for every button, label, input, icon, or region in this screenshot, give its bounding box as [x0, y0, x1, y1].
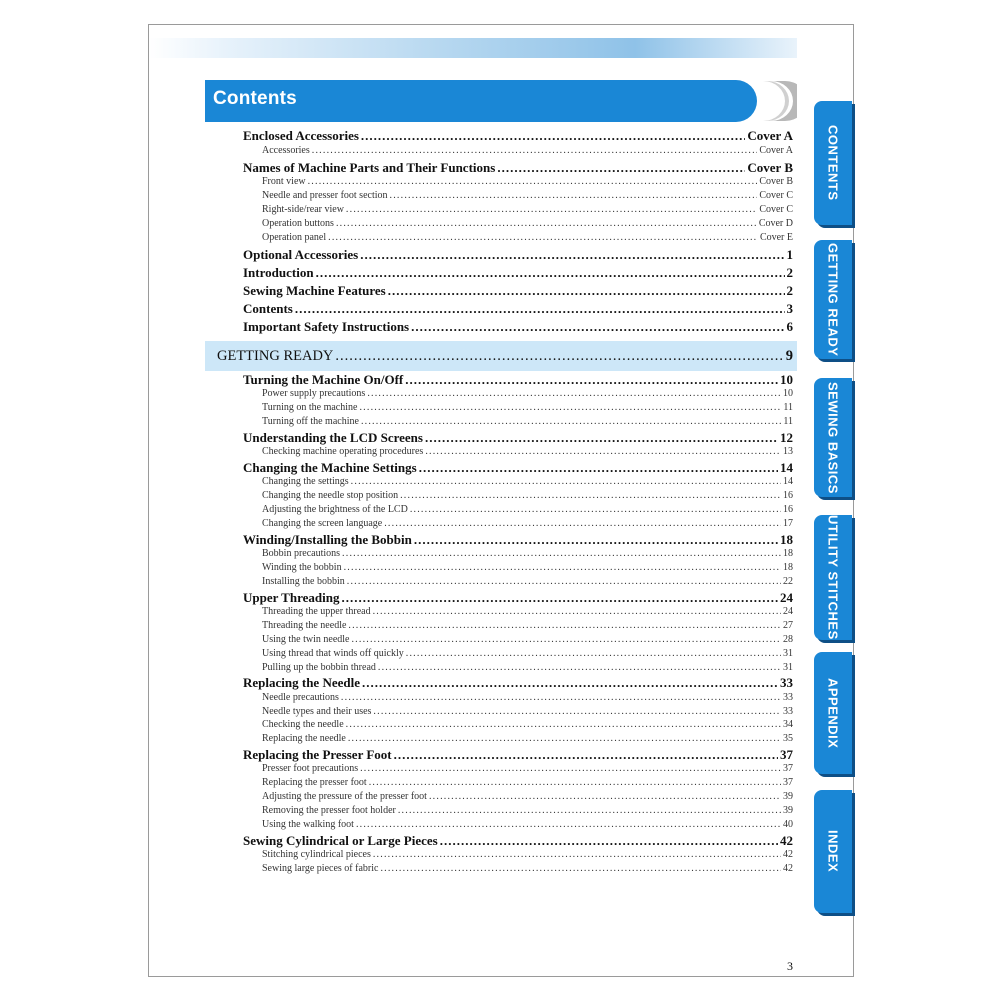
toc-subentry[interactable]: [262, 863, 793, 874]
dot-leader: [384, 518, 781, 529]
toc-subentry[interactable]: [262, 190, 793, 201]
toc-subentry[interactable]: [262, 446, 793, 457]
toc-entry-title: Winding the bobbin: [262, 561, 342, 573]
toc-entry-title: Checking machine operating procedures: [262, 446, 424, 458]
toc-subentry[interactable]: [262, 719, 793, 730]
dot-leader: [312, 145, 758, 156]
tab-utility-stitches[interactable]: [814, 515, 852, 640]
toc-page-number: 42: [783, 863, 793, 874]
toc-subentry[interactable]: [262, 490, 793, 501]
toc-page-number: 33: [780, 675, 793, 691]
dot-leader: [419, 460, 778, 476]
toc-subentry[interactable]: [262, 548, 793, 559]
toc-subentry[interactable]: [262, 777, 793, 788]
toc-page-number: 16: [783, 490, 793, 502]
tab-index[interactable]: [814, 790, 852, 913]
dot-leader: [360, 763, 781, 774]
toc-entry[interactable]: [243, 372, 793, 388]
dot-leader: [405, 372, 778, 388]
toc-entry-title: Turning the Machine On/Off: [243, 372, 404, 387]
dot-leader: [360, 247, 784, 263]
toc-page-number: 40: [783, 819, 793, 830]
toc-entry-title: Sewing Machine Features: [243, 282, 386, 298]
dot-leader: [380, 863, 781, 874]
toc-page-number: 37: [783, 763, 793, 775]
toc-entry-title: Replacing the Presser Foot: [243, 747, 392, 763]
toc-entry[interactable]: [243, 675, 793, 691]
toc-entry-title: Changing the settings: [262, 476, 349, 488]
dot-leader: [344, 562, 781, 573]
toc-entry-title: Sewing Cylindrical or Large Pieces: [243, 832, 438, 848]
dot-leader: [410, 504, 781, 515]
toc-page-number: 16: [783, 504, 793, 515]
dot-leader: [359, 402, 781, 413]
toc-page-number: 12: [780, 429, 793, 445]
tab-contents[interactable]: [814, 101, 852, 225]
toc-subentry[interactable]: [262, 504, 793, 515]
toc-subentry[interactable]: [262, 763, 793, 774]
toc-entry-title: Operation panel: [262, 231, 327, 243]
toc-entry-title: Replacing the needle: [262, 733, 346, 745]
toc-page-number: 14: [783, 476, 793, 488]
toc-page-number: 11: [783, 416, 793, 427]
toc-entry-title: Adjusting the pressure of the presser foot: [262, 791, 427, 803]
toc-entry-title: Installing the bobbin: [262, 575, 345, 587]
toc-entry[interactable]: [243, 590, 793, 606]
toc-subentry[interactable]: [262, 232, 793, 243]
dot-leader: [336, 218, 757, 229]
toc-entry-title: Changing the needle stop position: [262, 490, 399, 502]
tab-getting-ready[interactable]: [814, 240, 852, 359]
toc-entry-title: Contents: [243, 300, 293, 316]
toc-page-number: 18: [783, 548, 793, 559]
toc-entry-title: Needle precautions: [262, 691, 339, 703]
toc-subentry[interactable]: [262, 733, 793, 744]
toc-page-number: 2: [786, 282, 793, 298]
dot-leader: [406, 648, 781, 659]
toc-page-number: 13: [783, 446, 793, 458]
dot-leader: [411, 319, 784, 335]
toc-entry-title: Optional Accessories: [243, 246, 359, 262]
toc-page-number: Cover E: [759, 231, 793, 243]
toc-entry[interactable]: [243, 247, 793, 263]
toc-entry-title: GETTING READY: [217, 347, 334, 364]
dot-leader: [425, 430, 778, 446]
toc-subentry[interactable]: [262, 388, 793, 399]
toc-subentry[interactable]: [262, 145, 793, 156]
toc-page-number: 18: [780, 531, 793, 547]
top-gradient-band: [149, 38, 797, 58]
toc-entry-title: Threading the needle: [262, 619, 347, 631]
toc-page-number: 33: [783, 691, 793, 703]
toc-entry[interactable]: [243, 128, 793, 144]
dot-leader: [351, 634, 781, 645]
toc-entry-title: Enclosed Accessories: [243, 128, 359, 143]
toc-page-number: Cover B: [747, 159, 793, 175]
toc-subentry[interactable]: [262, 562, 793, 573]
toc-page-number: Cover A: [747, 128, 793, 143]
toc-subentry[interactable]: [262, 692, 793, 703]
toc-entry[interactable]: [243, 265, 793, 281]
toc-subentry[interactable]: [262, 402, 793, 413]
toc-page-number: 24: [780, 589, 793, 605]
dot-leader: [440, 833, 778, 849]
toc-entry-title: Adjusting the brightness of the LCD: [262, 504, 408, 515]
toc-entry[interactable]: [243, 532, 793, 548]
toc-entry-title: Replacing the presser foot: [262, 777, 367, 789]
toc-subentry[interactable]: [262, 576, 793, 587]
toc-subentry[interactable]: [262, 849, 793, 860]
toc-entry-title: Front view: [262, 176, 306, 188]
dot-leader: [390, 190, 758, 201]
toc-entry-title: Stitching cylindrical pieces: [262, 849, 371, 861]
toc-entry-title: Winding/Installing the Bobbin: [243, 531, 412, 547]
dot-leader: [342, 548, 781, 559]
toc-page-number: 9: [785, 347, 793, 364]
toc-entry[interactable]: [243, 301, 793, 317]
toc-page-number: Cover A: [759, 144, 793, 156]
toc-entry-title: Bobbin precautions: [262, 548, 341, 559]
dot-leader: [497, 160, 745, 176]
tab-label: APPENDIX: [825, 677, 841, 749]
tab-label: CONTENTS: [825, 125, 841, 201]
dot-leader: [414, 532, 778, 548]
toc-subentry[interactable]: [262, 204, 793, 215]
toc-page-number: 42: [783, 849, 793, 861]
dot-leader: [346, 204, 757, 215]
dot-leader: [328, 232, 758, 243]
dot-leader: [394, 747, 778, 763]
dot-leader: [341, 590, 778, 606]
toc-subentry[interactable]: [262, 416, 793, 427]
toc-entry-title: Checking the needle: [262, 719, 344, 731]
toc-page-number: 28: [783, 633, 793, 645]
toc-entry[interactable]: [243, 319, 793, 335]
page-number: 3: [787, 959, 793, 973]
toc-subentry[interactable]: [262, 476, 793, 487]
toc-page-number: 31: [783, 647, 793, 659]
dot-leader: [308, 176, 758, 187]
toc-entry-title: Threading the upper thread: [262, 605, 371, 617]
dot-leader: [373, 706, 781, 717]
toc-entry-title: Right-side/rear view: [262, 203, 344, 215]
toc-subentry[interactable]: [262, 791, 793, 802]
toc-entry-title: Sewing large pieces of fabric: [262, 863, 379, 874]
toc-entry-title: Upper Threading: [243, 589, 340, 605]
toc-entry[interactable]: [243, 833, 793, 849]
toc-page-number: 39: [783, 791, 793, 803]
toc-entry-title: Operation buttons: [262, 217, 334, 229]
toc-page-number: 3: [786, 300, 793, 316]
toc-entry-title: Needle and presser foot section: [262, 190, 388, 202]
toc-page-number: 24: [783, 605, 793, 617]
toc-subentry[interactable]: [262, 634, 793, 645]
toc-subentry[interactable]: [262, 606, 793, 617]
tab-label: SEWING BASICS: [825, 381, 841, 494]
toc-entry[interactable]: [243, 747, 793, 763]
dot-leader: [361, 128, 745, 144]
toc-subentry[interactable]: [262, 620, 793, 631]
page-title: Contents: [213, 88, 297, 109]
dot-leader: [348, 620, 781, 631]
toc-page-number: 1: [786, 246, 793, 262]
dot-leader: [362, 675, 778, 691]
tab-sewing-basics[interactable]: [814, 378, 852, 497]
toc-entry-title: Using the walking foot: [262, 819, 354, 830]
contents-header-bar: [205, 80, 757, 122]
toc-page-number: 42: [780, 832, 793, 848]
dot-leader: [425, 446, 781, 457]
toc-entry-title: Needle types and their uses: [262, 705, 372, 717]
toc-entry-title: Important Safety Instructions: [243, 318, 410, 334]
header-arc-ornament: [757, 80, 797, 122]
toc-subentry[interactable]: [262, 218, 793, 229]
toc-entry-title: Introduction: [243, 264, 314, 280]
toc-page-number: 31: [783, 661, 793, 673]
toc-entry-title: Understanding the LCD Screens: [243, 429, 423, 445]
toc-entry[interactable]: [243, 283, 793, 299]
toc-entry-title: Using thread that winds off quickly: [262, 647, 404, 659]
toc-subentry[interactable]: [262, 518, 793, 529]
tab-label: GETTING READY: [825, 242, 841, 357]
toc-page-number: 10: [783, 388, 793, 400]
tab-label: UTILITY STITCHES: [825, 515, 841, 640]
toc-page-number: 22: [783, 575, 793, 587]
toc-entry[interactable]: [243, 430, 793, 446]
dot-leader: [347, 576, 781, 587]
dot-leader: [429, 791, 781, 802]
toc-page-number: 27: [783, 619, 793, 631]
toc-section-heading[interactable]: [205, 341, 797, 371]
toc-page-number: 11: [783, 402, 793, 414]
toc-subentry[interactable]: [262, 819, 793, 830]
toc-subentry[interactable]: [262, 176, 793, 187]
toc-page-number: Cover C: [759, 190, 793, 202]
toc-entry-title: Presser foot precautions: [262, 763, 359, 775]
toc-page-number: 17: [783, 517, 793, 529]
dot-leader: [373, 849, 781, 860]
toc-entry-title: Turning on the machine: [262, 402, 358, 414]
toc-entry-title: Changing the screen language: [262, 517, 383, 529]
dot-leader: [335, 348, 783, 365]
toc-subentry[interactable]: [262, 706, 793, 717]
toc-entry-title: Pulling up the bobbin thread: [262, 661, 376, 673]
toc-entry-title: Removing the presser foot holder: [262, 805, 396, 817]
toc-page-number: 6: [786, 318, 793, 334]
tab-appendix[interactable]: [814, 652, 852, 774]
toc-page-number: 35: [783, 733, 793, 745]
toc-entry-title: Turning off the machine: [262, 416, 359, 427]
dot-leader: [341, 692, 781, 703]
toc-subentry[interactable]: [262, 648, 793, 659]
toc-page-number: 10: [780, 372, 793, 387]
toc-page-number: 18: [783, 561, 793, 573]
dot-leader: [398, 805, 781, 816]
dot-leader: [367, 388, 781, 399]
toc-subentry[interactable]: [262, 805, 793, 816]
dot-leader: [373, 606, 781, 617]
toc-entry-title: Using the twin needle: [262, 633, 350, 645]
dot-leader: [295, 301, 785, 317]
toc-entry-title: Changing the Machine Settings: [243, 460, 417, 475]
dot-leader: [369, 777, 781, 788]
dot-leader: [348, 733, 781, 744]
tab-label: INDEX: [825, 830, 841, 873]
toc-page-number: Cover D: [758, 217, 793, 229]
toc-page-number: 39: [783, 805, 793, 817]
toc-entry[interactable]: [243, 460, 793, 476]
toc-entry-title: Power supply precautions: [262, 388, 366, 400]
toc-page-number: Cover B: [759, 176, 793, 188]
toc-page-number: 37: [783, 777, 793, 789]
toc-page-number: 14: [780, 460, 793, 475]
toc-entry-title: Names of Machine Parts and Their Functions: [243, 159, 496, 175]
toc-entry[interactable]: [243, 160, 793, 176]
toc-page-number: 37: [780, 747, 793, 763]
toc-page-number: 34: [783, 719, 793, 731]
dot-leader: [346, 719, 781, 730]
dot-leader: [361, 416, 781, 427]
toc-page-number: Cover C: [759, 203, 793, 215]
toc-page-number: 33: [783, 705, 793, 717]
toc-subentry[interactable]: [262, 662, 793, 673]
manual-page: [148, 24, 854, 977]
dot-leader: [356, 819, 781, 830]
toc-entry-title: Accessories: [262, 144, 310, 156]
dot-leader: [400, 490, 781, 501]
dot-leader: [316, 265, 785, 281]
dot-leader: [388, 283, 785, 299]
toc-entry-title: Replacing the Needle: [243, 675, 360, 691]
toc-page-number: 2: [786, 264, 793, 280]
dot-leader: [351, 476, 781, 487]
dot-leader: [378, 662, 781, 673]
